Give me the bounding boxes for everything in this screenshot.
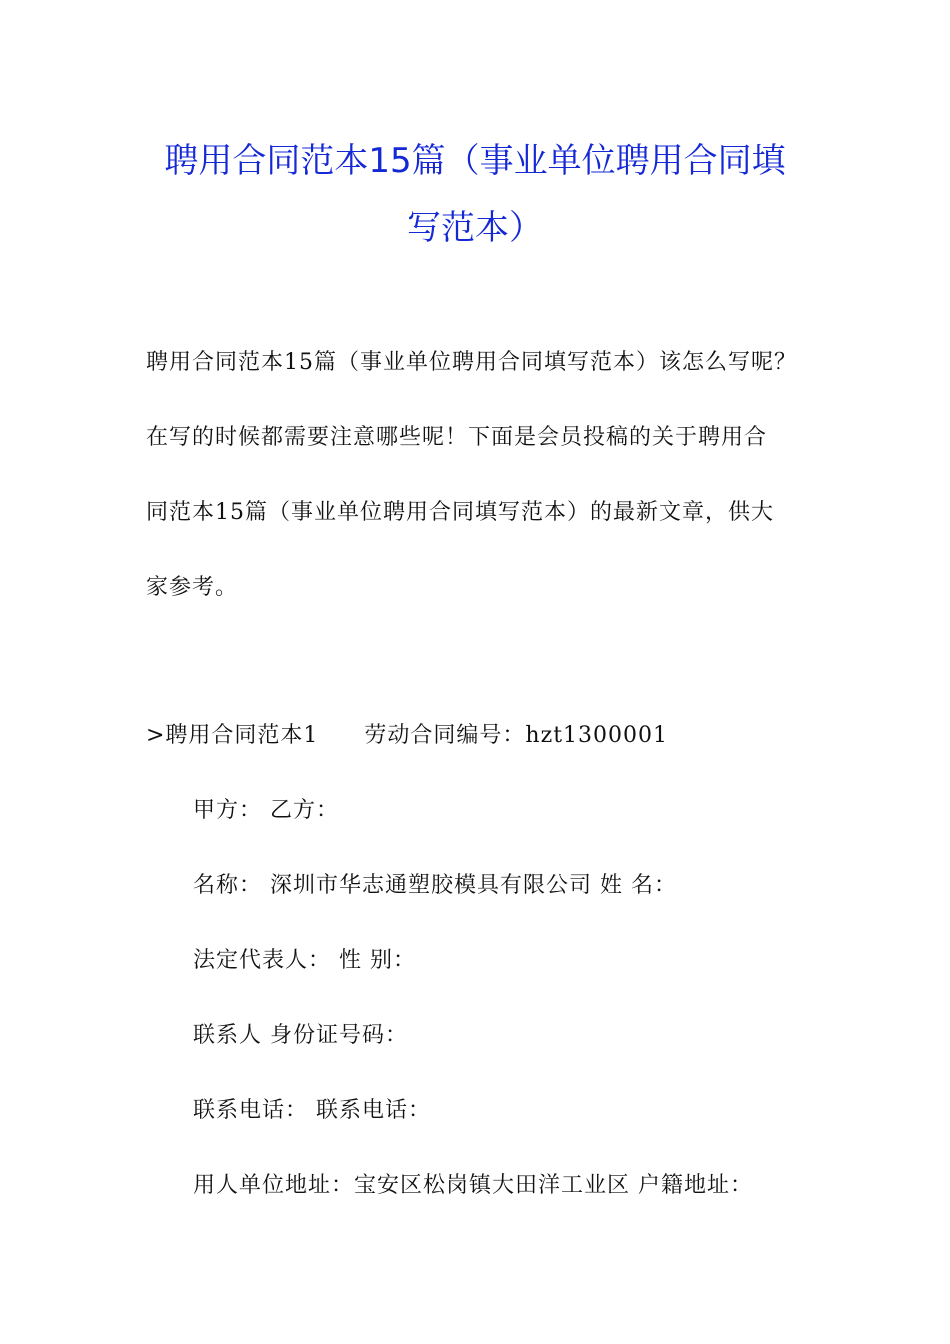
company-name-line: 名称： 深圳市华志通塑胶模具有限公司 姓 名：: [193, 873, 677, 898]
contact-person-line: 联系人 身份证号码：: [193, 1023, 408, 1048]
document-title-line-1: 聘用合同范本15篇（事业单位聘用合同填: [164, 141, 786, 181]
party-a-b-line: 甲方： 乙方：: [193, 798, 339, 823]
intro-line-3: 同范本15篇（事业单位聘用合同填写范本）的最新文章，供大: [146, 500, 774, 525]
intro-line-2: 在写的时候都需要注意哪些呢！下面是会员投稿的关于聘用合: [146, 425, 768, 450]
phone-line: 联系电话： 联系电话：: [193, 1098, 431, 1123]
legal-representative-line: 法定代表人： 性 别：: [193, 948, 416, 973]
intro-line-1: 聘用合同范本15篇（事业单位聘用合同填写范本）该怎么写呢？: [146, 350, 797, 375]
intro-line-4: 家参考。: [146, 575, 239, 600]
address-line: 用人单位地址：宝安区松岗镇大田洋工业区 户籍地址：: [193, 1173, 753, 1198]
document-title-line-2: 写范本）: [407, 208, 543, 248]
contract-heading: >聘用合同范本1 劳动合同编号：hzt1300001: [146, 723, 669, 748]
